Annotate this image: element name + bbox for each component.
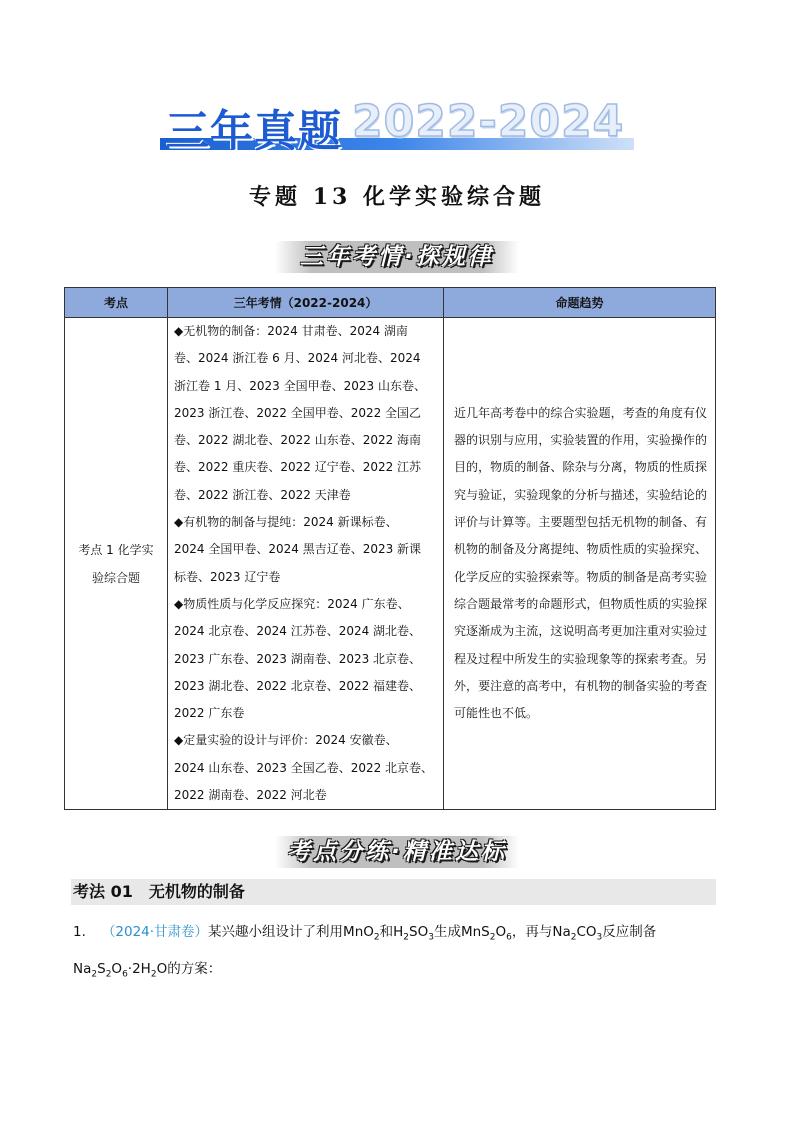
formula-mns2o6: $MnS_2O_6$ [460,924,512,943]
years-line: 2023 浙江卷、2022 全国甲卷、2022 全国乙 [174,405,422,420]
banner-main-text: 三年真题 [166,107,342,157]
years-line: 2023 广东卷、2023 湖南卷、2023 北京卷、 [174,651,422,666]
subject-title: 专题 13 化学实验综合题 [249,184,545,210]
overview-table [64,287,716,810]
trend-text: 近几年高考卷中的综合实验题，考查的角度有仪器的识别与应用，实验装置的作用，实验操作的目的，物质的制备、除杂与分离，物质的性质探究与验证，实验现象的分析与描述，实验结论的评价与计算等。主要题型包括无机物的制备、有机物的制备及分离提纯、物质性质的实验探究、化学反应的实验探索等。物质的制备是高考实验综合题最常考的命题形式，但物质性质的实验探究逐渐成为主流，这说明高考更加注重对实验过程及过程中所发生的实验现象等的探索考查。另外，要注意的高考中，有机物的制备实验的考查可能性也不低。 [454,405,707,721]
years-line: ◆物质性质与化学反应探究：2024 广东卷、 [174,596,410,611]
years-line: 卷、2022 重庆卷、2022 辽宁卷、2022 江苏 [174,460,422,475]
years-line: 卷、2022 浙江卷、2022 天津卷 [174,487,351,502]
cell-exam-point [65,318,168,810]
method-label: 考法 01 [73,882,133,901]
table-row [65,318,716,810]
years-line: 标卷、2023 辽宁卷 [174,569,281,584]
col-header-trend: 命题趋势 [444,288,716,318]
question-text: 反应制备 [602,924,657,940]
years-line: 2024 北京卷、2024 江苏卷、2024 湖北卷、 [174,624,422,639]
years-line: 卷、2022 湖北卷、2022 山东卷、2022 海南 [174,433,422,448]
question-source-link[interactable]: （2024·甘肃卷） [101,924,209,940]
title-banner [160,96,634,157]
method-name: 无机物的制备 [148,882,245,901]
question-text: 的方案： [167,960,222,977]
years-line: 2022 广东卷 [174,706,245,721]
question-text: 生成 [433,924,461,940]
banner-year-text: 2022-2024 [352,96,625,147]
question-text: 某兴趣小组设计了利用 [208,924,344,940]
question-1 [73,917,723,990]
years-line: ◆有机物的制备与提纯：2024 新课标卷、 [174,515,398,530]
question-text: ，再与 [511,924,553,940]
years-line: 卷、2024 浙江卷 6 月、2024 河北卷、2024 [174,351,421,366]
years-line: 2024 全国甲卷、2024 黑吉辽卷、2023 新课 [174,542,422,557]
years-line: 2024 山东卷、2023 全国乙卷、2022 北京卷、 [174,760,434,775]
formula-mno2: MnO$_2$ [343,924,380,943]
formula-na2co3: $Na_2CO_3$ [552,924,603,943]
question-text: 和 [379,924,394,940]
col-header-point: 考点 [65,288,168,318]
years-line: 浙江卷 1 月、2023 全国甲卷、2023 山东卷、 [174,378,426,393]
cell-exam-years [168,318,444,810]
formula-na2s2o6-2h2o: $Na_2S_2O_6\cdot 2H_2O$ [73,960,168,980]
exam-point-label: 考点 1 化学实验综合题 [78,542,154,585]
section-banner-overview: 三年考情·探规律 [275,241,519,273]
years-line: ◆定量实验的设计与评价：2024 安徽卷、 [174,733,398,748]
question-number: 1. [73,924,86,940]
years-line: 2022 湖南卷、2022 河北卷 [174,788,327,803]
method-heading [71,879,716,905]
section-banner-practice: 考点分练·精准达标 [275,836,519,868]
cell-trend [444,318,716,810]
formula-h2so3: $H_2SO_3$ [393,924,434,943]
years-line: ◆无机物的制备：2024 甘肃卷、2024 湖南 [174,324,408,338]
col-header-years: 三年考情（2022-2024） [168,288,444,318]
years-line: 2023 湖北卷、2022 北京卷、2022 福建卷、 [174,678,422,693]
table-header-row [65,288,716,318]
